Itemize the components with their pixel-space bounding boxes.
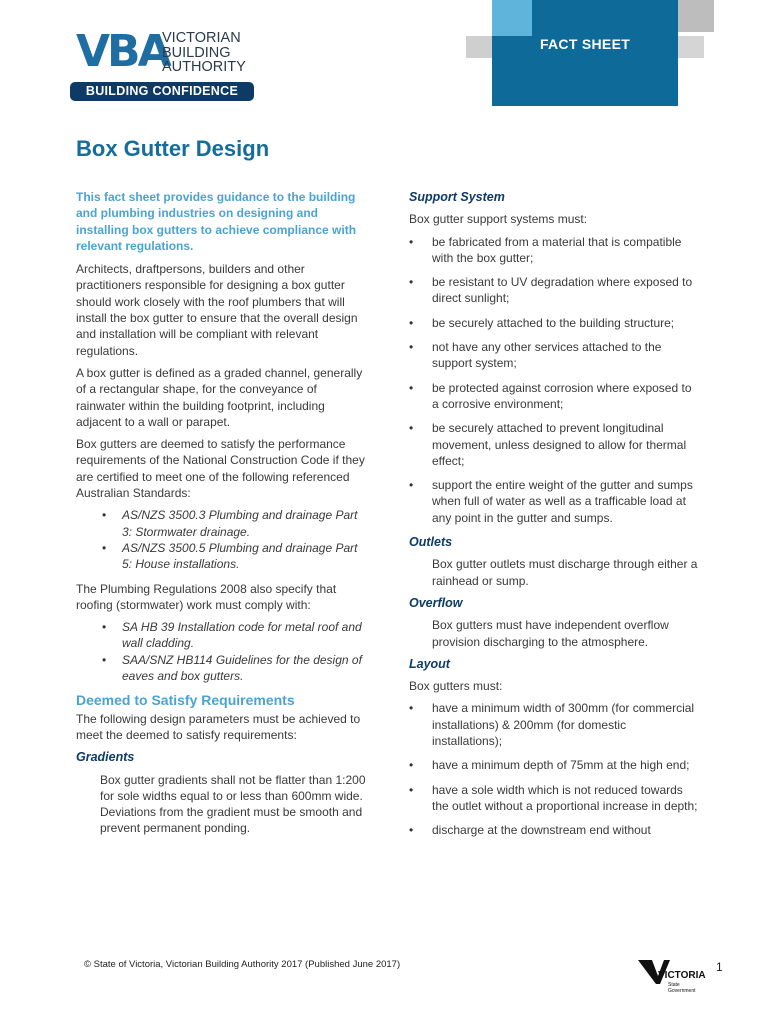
paragraph: Box gutters are deemed to satisfy the performance requirements of the National Construction Code if they are certified to meet one of the following referenced Australian Standards:: [76, 437, 365, 501]
vba-logo-mark: VBA: [76, 26, 169, 77]
victoria-government-logo: [638, 958, 708, 994]
list-item: • be securely attached to the building structure;: [409, 315, 699, 331]
subheading-outlets: Outlets: [409, 535, 453, 550]
list-item: • SAA/SNZ HB114 Guidelines for the design of eaves and box gutters.: [76, 652, 366, 685]
intro-paragraph: This fact sheet provides guidance to the building and plumbing industries on designing and installing box gutters to achieve compliance with relevant regulations.: [76, 190, 357, 253]
list-item: • discharge at the downstream end without: [409, 822, 699, 838]
paragraph: Box gutters must:: [409, 679, 503, 694]
gov-logo-text: VICTORIA: [658, 970, 706, 981]
left-column: [76, 189, 366, 843]
paragraph: The Plumbing Regulations 2008 also specify that roofing (stormwater) work must comply with:: [76, 581, 337, 612]
decor-square: [466, 36, 492, 58]
logo-line-2: BUILDING: [162, 44, 231, 61]
paragraph: A box gutter is defined as a graded channel, generally of a rectangular shape, for the conveyance of rainwater within the building footprint, including adjacent to a wall or parapet.: [76, 365, 363, 429]
list-item: • have a minimum depth of 75mm at the high end;: [409, 757, 699, 773]
gov-logo-sub-1: State: [668, 982, 680, 988]
page-number: 1: [716, 960, 723, 974]
paragraph: Architects, draftpersons, builders and other practitioners responsible for designing a box gutter should work closely with the roof plumbers that will install the box gutter to ensure that the overall design and installation will be compliant with relevant regulations.: [76, 262, 358, 358]
list-item: • not have any other services attached to the support system;: [409, 339, 699, 372]
decor-square: [678, 0, 714, 32]
paragraph: The following design parameters must be achieved to meet the deemed to satisfy requirements:: [76, 711, 361, 742]
gov-logo-sub-2: Government: [668, 988, 696, 994]
list-item: • SA HB 39 Installation code for metal roof and wall cladding.: [76, 619, 366, 652]
subheading-overflow: Overflow: [409, 595, 463, 610]
list-item: • have a minimum width of 300mm (for commercial installations) & 200mm (for domestic installations);: [409, 700, 699, 749]
vba-logo-name: [162, 31, 246, 75]
subheading-gradients: Gradients: [76, 750, 135, 765]
list-item: • AS/NZS 3500.3 Plumbing and drainage Part 3: Stormwater drainage.: [76, 507, 366, 540]
footer-copyright: © State of Victoria, Victorian Building Authority 2017 (Published June 2017): [84, 959, 401, 970]
paragraph: Box gutters must have independent overflow provision discharging to the atmosphere.: [432, 618, 669, 649]
decor-square: [678, 36, 704, 58]
logo-line-3: AUTHORITY: [162, 59, 246, 75]
paragraph: Box gutter gradients shall not be flatter than 1:200 for sole widths equal to or less than 600mm wide. Deviations from the gradient must be smooth and prevent permanent ponding.: [100, 772, 366, 836]
list-item: • be protected against corrosion where exposed to a corrosive environment;: [409, 380, 699, 413]
paragraph: Box gutter support systems must:: [409, 212, 588, 227]
subheading-layout: Layout: [409, 656, 450, 671]
subheading-support-system: Support System: [409, 190, 505, 204]
list-item: • be resistant to UV degradation where exposed to direct sunlight;: [409, 274, 699, 307]
list-item: • have a sole width which is not reduced towards the outlet without a proportional increase in depth;: [409, 782, 699, 815]
list-item: • be securely attached to prevent longitudinal movement, unless designed to allow for thermal effect;: [409, 420, 699, 469]
list-item: • be fabricated from a material that is compatible with the box gutter;: [409, 234, 699, 267]
paragraph: Box gutter outlets must discharge through either a rainhead or sump.: [432, 557, 698, 588]
standards-list: [76, 507, 366, 572]
right-column: [409, 189, 699, 847]
vba-logo: [70, 28, 260, 104]
section-heading-dts: Deemed to Satisfy Requirements: [76, 692, 295, 709]
guides-list: [76, 619, 366, 684]
logo-line-1: VICTORIAN: [162, 30, 241, 46]
page-title: Box Gutter Design: [76, 136, 270, 161]
list-item: • AS/NZS 3500.5 Plumbing and drainage Part 5: House installations.: [76, 540, 366, 573]
logo-tagline: BUILDING CONFIDENCE: [70, 82, 254, 101]
list-item: • support the entire weight of the gutter and sumps when full of water as well as a trafficable load at any point in the gutter and sumps.: [409, 477, 699, 526]
layout-list: [409, 700, 699, 838]
fact-sheet-label: FACT SHEET: [539, 36, 631, 52]
support-list: [409, 234, 699, 526]
decor-square: [492, 0, 532, 36]
